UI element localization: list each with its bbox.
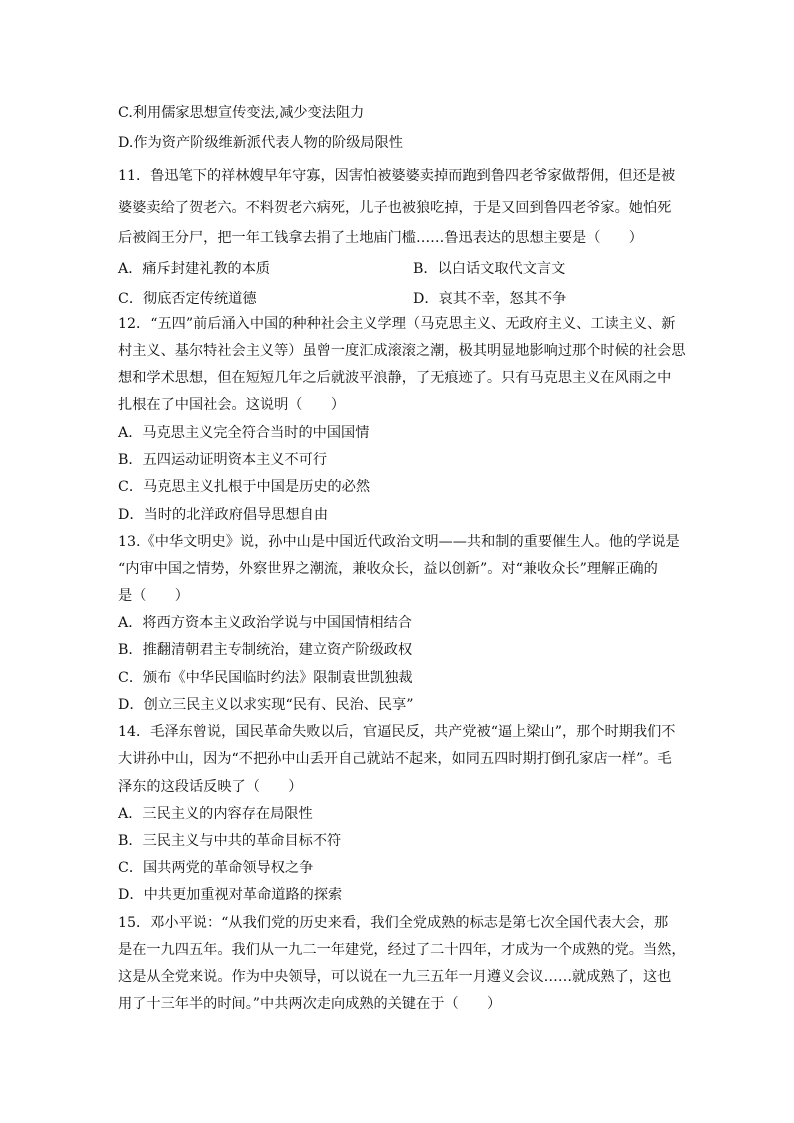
- q14-option-a: A．三民主义的内容存在局限性: [118, 806, 313, 822]
- q12-stem-line-3: 想和学术思想，但在短短几年之后就波平浪静，了无痕迹了。只有马克思主义在风雨之中: [118, 370, 672, 386]
- q15-stem-line-3: 这是从全党来说。作为中央领导，可以说在一九三五年一月遵义会议……就成熟了，这也: [118, 969, 672, 985]
- q13-stem-line-1: 13.《中华文明史》说，孙中山是中国近代政治文明——共和制的重要催生人。他的学说是: [118, 534, 680, 550]
- q11-option-a: A．痛斥封建礼教的本质: [118, 261, 271, 277]
- q15-stem-line-2: 是在一九四五年。我们从一九二一年建党，经过了二十四年，才成为一个成熟的党。当然，: [118, 942, 686, 958]
- q11-option-b: B．以白话文取代文言文: [413, 261, 566, 277]
- q14-stem-line-2: 大讲孙中山，因为“不把孙中山丢开自己就站不起来，如同五四时期打倒孔家店一样”。毛: [118, 751, 672, 767]
- q10-option-c: C.利用儒家思想宣传变法,减少变法阻力: [118, 105, 365, 121]
- q12-stem-line-2: 村主义、基尔特社会主义等）虽曾一度汇成滚滚之潮，极其明显地影响过那个时候的社会思: [118, 343, 686, 359]
- q12-stem-line-1: 12．“五四”前后涌入中国的种种社会主义学理（马克思主义、无政府主义、工读主义、新: [118, 316, 676, 332]
- q12-stem-line-4: 扎根在了中国社会。这说明（ ）: [118, 397, 346, 413]
- q14-stem-line-3: 泽东的这段话反映了（ ）: [118, 779, 303, 795]
- q11-stem-line-1: 11．鲁迅笔下的祥林嫂早年守寡，因害怕被婆婆卖掉而跑到鲁四老爷家做帮佣，但还是被: [118, 168, 676, 184]
- q14-stem-line-1: 14．毛泽东曾说，国民革命失败以后，官逼民反，共产党被“逼上梁山”，那个时期我们不: [118, 724, 676, 740]
- q14-option-b: B．三民主义与中共的革命目标不符: [118, 833, 342, 849]
- q13-option-c: C．颁布《中华民国临时约法》限制袁世凯独裁: [118, 670, 413, 686]
- q14-option-d: D．中共更加重视对革命道路的探索: [118, 887, 343, 903]
- q13-stem-line-3: 是（ ）: [118, 588, 189, 604]
- q11-option-c: C．彻底否定传统道德: [118, 291, 257, 307]
- q12-option-d: D．当时的北洋政府倡导思想自由: [118, 507, 329, 523]
- q13-option-a: A．将西方资本主义政治学说与中国国情相结合: [118, 615, 412, 631]
- q10-option-d: D.作为资产阶级维新派代表人物的阶级局限性: [118, 135, 403, 151]
- q13-stem-line-2: “内审中国之情势，外察世界之潮流，兼收众长，益以创新”。对“兼收众长”理解正确的: [118, 561, 658, 577]
- q15-stem-line-1: 15．邓小平说：“从我们党的历史来看，我们全党成熟的标志是第七次全国代表大会，那: [118, 915, 669, 931]
- q13-option-b: B．推翻清朝君主专制统治，建立资产阶级政权: [118, 642, 413, 658]
- q11-stem-line-3: 后被阎王分尸，把一年工钱拿去捐了土地庙门槛……鲁迅表达的思想主要是（ ）: [118, 230, 643, 246]
- q12-option-b: B．五四运动证明资本主义不可行: [118, 452, 328, 468]
- q15-stem-line-4: 用了十三年半的时间。”中共两次走向成熟的关键在于（ ）: [118, 996, 502, 1012]
- q14-option-c: C．国共两党的革命领导权之争: [118, 860, 314, 876]
- q12-option-c: C．马克思主义扎根于中国是历史的必然: [118, 479, 371, 495]
- q13-option-d: D．创立三民主义以求实现“民有、民治、民享”: [118, 697, 414, 713]
- q12-option-a: A．马克思主义完全符合当时的中国国情: [118, 425, 370, 441]
- q11-stem-line-2: 婆婆卖给了贺老六。不料贺老六病死，儿子也被狼吃掉，于是又回到鲁四老爷家。她怕死: [118, 200, 672, 216]
- q11-option-d: D．哀其不幸，怒其不争: [413, 291, 567, 307]
